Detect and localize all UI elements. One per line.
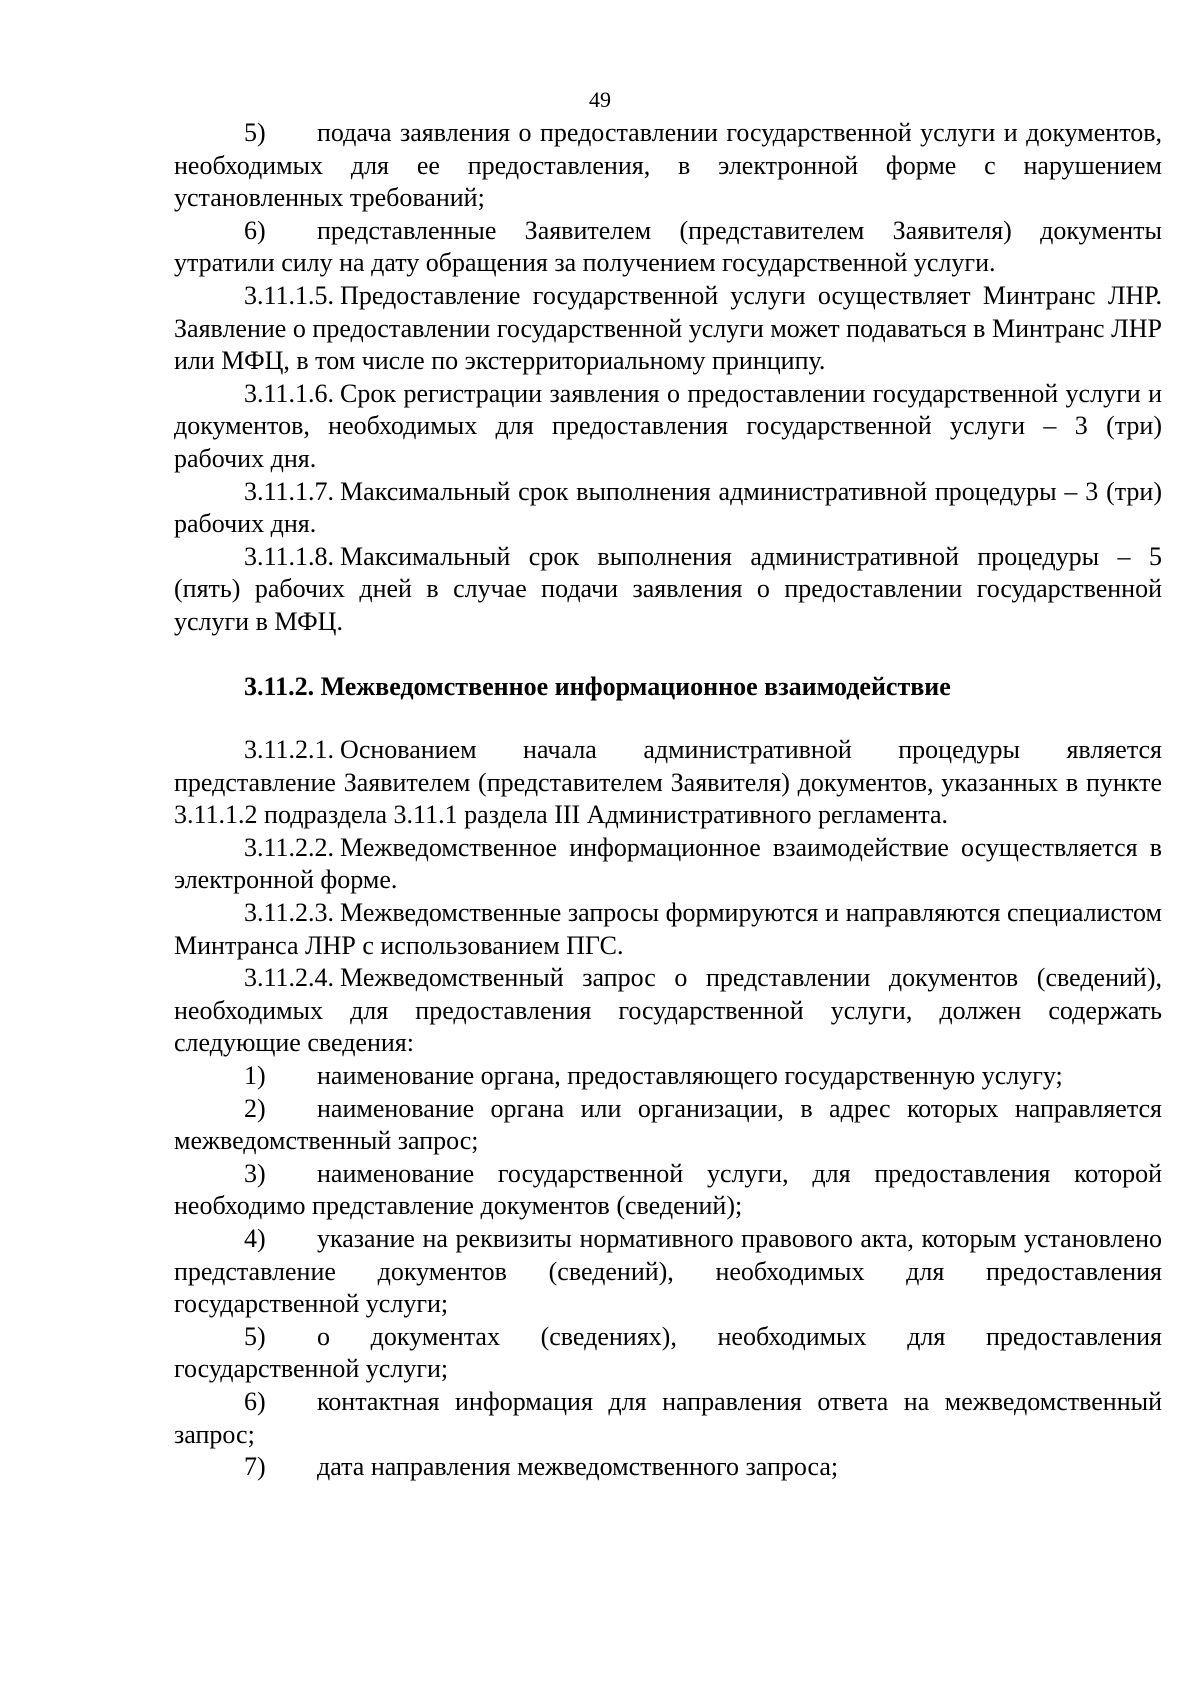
list-item	[174, 1223, 1162, 1321]
clause-paragraph	[174, 280, 1162, 378]
item-text: представленные Заявителем (представителем Заявителя) документы утратили силу на дату обращения за получением государственной услуги.	[174, 215, 1162, 278]
clause-number: 3.11.2.3.	[244, 898, 335, 928]
clause-paragraph	[174, 378, 1162, 476]
item-number: 5)	[244, 118, 266, 147]
list-item	[174, 215, 1162, 280]
item-number: 5)	[244, 1321, 266, 1351]
clause-number: 3.11.1.8.	[244, 541, 335, 571]
clause-number: 3.11.1.5.	[244, 280, 335, 310]
item-text: указание на реквизиты нормативного правового акта, которым установлено представление документов (сведений), необходимых для предоставления государственной услуги;	[174, 1224, 1162, 1319]
list-item	[174, 1386, 1162, 1451]
list-item	[174, 1321, 1162, 1386]
clause-text: Основанием начала административной процедуры является представление Заявителем (представителем Заявителя) документов, указанных в пункте 3.11.1.2 подраздела 3.11.1 раздела III Административного регламента.	[174, 735, 1162, 830]
item-number: 3)	[244, 1158, 266, 1188]
clause-paragraph	[174, 832, 1162, 897]
document-body	[174, 117, 1162, 1484]
item-number: 1)	[244, 1061, 266, 1091]
item-text: подача заявления о предоставлении государственной услуги и документов, необходимых для ее предоставления, в электронной форме с нарушением установленных требований;	[174, 118, 1162, 213]
item-text: контактная информация для направления ответа на межведомственный запрос;	[174, 1386, 1162, 1449]
page-number: 49	[589, 87, 611, 112]
clause-paragraph	[174, 541, 1162, 639]
item-number: 2)	[244, 1093, 266, 1123]
clause-number: 3.11.1.6.	[244, 378, 335, 408]
clause-text: Предоставление государственной услуги осуществляет Минтранс ЛНР. Заявление о предоставлении государственной услуги может подаваться в Минтранс ЛНР или МФЦ, в том числе по экстерриториальному принципу.	[174, 280, 1162, 376]
clause-paragraph	[174, 962, 1162, 1060]
clause-text: Максимальный срок выполнения административной процедуры – 3 (три) рабочих дня.	[174, 476, 1162, 539]
item-text: наименование органа или организации, в адрес которых направляется межведомственный запрос;	[174, 1093, 1162, 1156]
clause-number: 3.11.2.4.	[244, 963, 335, 993]
item-text: дата направления межведомственного запроса;	[317, 1452, 839, 1482]
clause-number: 3.11.1.7.	[244, 476, 335, 506]
item-text: о документах (сведениях), необходимых для предоставления государственной услуги;	[174, 1321, 1162, 1384]
item-number: 6)	[244, 1386, 266, 1416]
item-number: 6)	[244, 215, 266, 245]
clause-number: 3.11.2.1.	[244, 735, 335, 765]
item-text: наименование органа, предоставляющего государственную услугу;	[317, 1061, 1063, 1091]
clause-text: Межведомственные запросы формируются и направляются специалистом Минтранса ЛНР с использованием ПГС.	[174, 898, 1162, 960]
clause-text: Срок регистрации заявления о предоставлении государственной услуги и документов, необходимых для предоставления государственной услуги – 3 (три) рабочих дня.	[174, 378, 1162, 473]
item-text: наименование государственной услуги, для предоставления которой необходимо представление документов (сведений);	[174, 1158, 1162, 1221]
clause-number: 3.11.2.2.	[244, 832, 335, 862]
item-number: 4)	[244, 1224, 266, 1253]
clause-paragraph	[174, 734, 1162, 832]
clause-text: Максимальный срок выполнения административной процедуры – 5 (пять) рабочих дней в случае подачи заявления о предоставлении государственной услуги в МФЦ.	[174, 541, 1162, 636]
list-item	[174, 1451, 1162, 1484]
clause-text: Межведомственный запрос о представлении документов (сведений), необходимых для предоставления государственной услуги, должен содержать следующие сведения:	[174, 963, 1162, 1058]
list-item	[174, 1158, 1162, 1223]
item-number: 7)	[244, 1452, 266, 1482]
clause-text: Межведомственное информационное взаимодействие осуществляется в электронной форме.	[174, 832, 1162, 895]
list-item	[174, 1060, 1162, 1093]
clause-paragraph	[174, 476, 1162, 541]
clause-paragraph	[174, 897, 1162, 962]
list-item	[174, 117, 1162, 215]
section-heading: 3.11.2. Межведомственное информационное взаимодействие	[244, 671, 951, 701]
list-item	[174, 1093, 1162, 1158]
